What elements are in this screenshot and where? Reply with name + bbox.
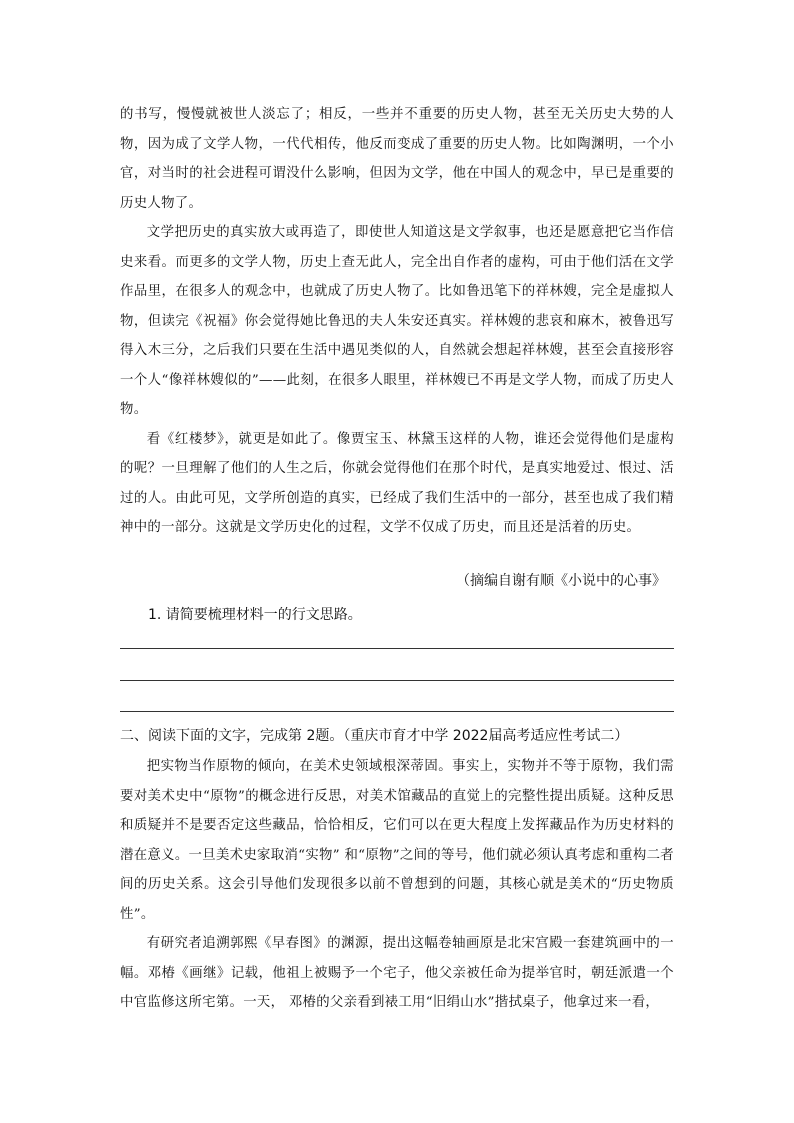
answer-line[interactable] <box>120 680 674 681</box>
paragraph: 把实物当作原物的倾向，在美术史领域根深蒂固。事实上，实物并不等于原物，我们需要对美术史中“原物”的概念进行反思，对美术馆藏品的直觉上的完整性提出质疑。这种反思和质疑并不是要否定这些藏品，恰恰相反，它们可以在更大程度上发挥藏品作为历史材料的潜在意义。一旦美术史家取消“实物” 和“原物”之间的等号，他们就必须认真考虑和重构二者间的历史关系。这会引导他们发现很多以前不曾想到的问题，其核心就是美术的“历史物质性”。 <box>120 759 674 922</box>
paragraph: 有研究者追溯郭熙《早春图》的渊源，提出这幅卷轴画原是北宋宫殿一套建筑画中的一幅。邓椿《画继》记载，他祖上被赐予一个宅子，他父亲被任命为提举官时，朝廷派遣一个中官监修这所宅第。一天， 邓椿的父亲看到裱工用“旧绢山水”揩拭桌子，他拿过来一看， <box>120 936 674 1010</box>
section-two-heading: 二、阅读下面的文字，完成第 2题。（重庆市育才中学 2022届高考适应性考试二） <box>120 728 629 744</box>
answer-line[interactable] <box>120 648 674 649</box>
answer-line[interactable] <box>120 711 674 712</box>
source-citation: （摘编自谢有顺《小说中的心事》 <box>456 573 666 589</box>
passage-one <box>120 100 674 543</box>
question-one: 1. 请简要梳理材料一的行文思路。 <box>148 607 362 623</box>
paragraph: 的书写，慢慢就被世人淡忘了；相反，一些并不重要的历史人物，甚至无关历史大势的人物，因为成了文学人物，一代代相传，他反而变成了重要的历史人物。比如陶渊明，一个小官，对当时的社会进程可谓没什么影响，但因为文学，他在中国人的观念中，早已是重要的历史人物了。 <box>120 107 674 211</box>
paragraph: 文学把历史的真实放大或再造了，即使世人知道这是文学叙事，也还是愿意把它当作信史来看。而更多的文学人物，历史上查无此人，完全出自作者的虚构，可由于他们活在文学作品里，在很多人的观念中，也就成了历史人物了。比如鲁迅笔下的祥林嫂，完全是虚拟人物，但读完《祝福》你会觉得她比鲁迅的夫人朱安还真实。祥林嫂的悲哀和麻木，被鲁迅写得入木三分，之后我们只要在生活中遇见类似的人，自然就会想起祥林嫂，甚至会直接形容一个人“像祥林嫂似的”——此刻，在很多人眼里，祥林嫂已不再是文学人物，而成了历史人物。 <box>120 225 674 417</box>
passage-two <box>120 752 674 1018</box>
paragraph: 看《红楼梦》，就更是如此了。像贾宝玉、林黛玉这样的人物，谁还会觉得他们是虚构的呢？一旦理解了他们的人生之后，你就会觉得他们在那个时代，是真实地爱过、恨过、活过的人。由此可见，文学所创造的真实，已经成了我们生活中的一部分，甚至也成了我们精神中的一部分。这就是文学历史化的过程，文学不仅成了历史，而且还是活着的历史。 <box>120 431 674 535</box>
